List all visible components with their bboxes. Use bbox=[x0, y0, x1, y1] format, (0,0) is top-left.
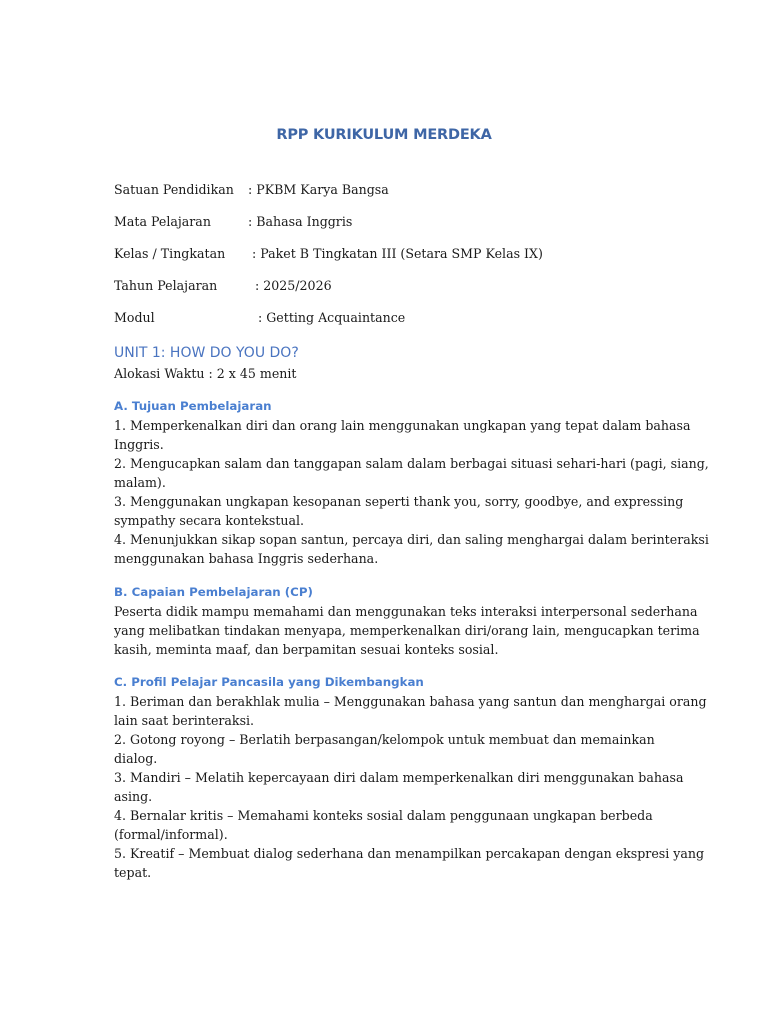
identity-label: Mata Pelajaran bbox=[114, 214, 211, 229]
paragraph-line: asing. bbox=[114, 789, 153, 804]
section-body-tujuan bbox=[114, 416, 709, 568]
identity-value: : Paket B Tingkatan III (Setara SMP Kelas IX) bbox=[252, 246, 543, 261]
identity-row-kelas bbox=[114, 246, 674, 266]
paragraph-line: 2. Gotong royong – Berlatih berpasangan/kelompok untuk membuat dan memainkan bbox=[114, 732, 655, 747]
identity-value: : Bahasa Inggris bbox=[248, 214, 353, 229]
paragraph-line: 2. Mengucapkan salam dan tanggapan salam dalam berbagai situasi sehari-hari (pagi, siang, bbox=[114, 456, 709, 471]
identity-label: Modul bbox=[114, 310, 155, 325]
paragraph-line: 1. Beriman dan berakhlak mulia – Menggunakan bahasa yang santun dan menghargai orang bbox=[114, 694, 707, 709]
paragraph-line: dialog. bbox=[114, 751, 158, 766]
paragraph-line: Inggris. bbox=[114, 437, 164, 452]
unit-title: UNIT 1: HOW DO YOU DO? bbox=[114, 345, 299, 361]
identity-value: : PKBM Karya Bangsa bbox=[248, 182, 389, 197]
identity-row-mapel bbox=[114, 214, 674, 234]
section-heading-capaian: B. Capaian Pembelajaran (CP) bbox=[114, 585, 313, 599]
paragraph-line: Peserta didik mampu memahami dan menggunakan teks interaksi interpersonal sederhana bbox=[114, 604, 698, 619]
identity-label: Satuan Pendidikan bbox=[114, 182, 234, 197]
paragraph-line: malam). bbox=[114, 475, 166, 490]
section-heading-tujuan: A. Tujuan Pembelajaran bbox=[114, 399, 272, 413]
paragraph-line: 5. Kreatif – Membuat dialog sederhana dan menampilkan percakapan dengan ekspresi yang bbox=[114, 846, 705, 861]
paragraph-line: 4. Bernalar kritis – Memahami konteks sosial dalam penggunaan ungkapan berbeda bbox=[114, 808, 653, 823]
paragraph-line: sympathy secara kontekstual. bbox=[114, 513, 305, 528]
paragraph-line: 3. Menggunakan ungkapan kesopanan seperti thank you, sorry, goodbye, and expressing bbox=[114, 494, 684, 509]
document-title: RPP KURIKULUM MERDEKA bbox=[276, 127, 492, 143]
paragraph-line: kasih, meminta maaf, dan berpamitan sesuai konteks sosial. bbox=[114, 642, 499, 657]
identity-row-tahun bbox=[114, 278, 674, 298]
section-body-capaian bbox=[114, 602, 700, 659]
section-body-profil bbox=[114, 692, 707, 882]
time-allocation: Alokasi Waktu : 2 x 45 menit bbox=[114, 366, 297, 381]
identity-row-modul bbox=[114, 310, 674, 330]
paragraph-line: 1. Memperkenalkan diri dan orang lain menggunakan ungkapan yang tepat dalam bahasa bbox=[114, 418, 691, 433]
paragraph-line: yang melibatkan tindakan menyapa, memperkenalkan diri/orang lain, mengucapkan terima bbox=[114, 623, 700, 638]
paragraph-line: lain saat berinteraksi. bbox=[114, 713, 255, 728]
identity-row-satuan bbox=[114, 182, 674, 202]
identity-label: Tahun Pelajaran bbox=[114, 278, 218, 293]
identity-label: Kelas / Tingkatan bbox=[114, 246, 226, 261]
paragraph-line: menggunakan bahasa Inggris sederhana. bbox=[114, 551, 379, 566]
paragraph-line: tepat. bbox=[114, 865, 152, 880]
paragraph-line: 4. Menunjukkan sikap sopan santun, percaya diri, dan saling menghargai dalam berinteraksi bbox=[114, 532, 709, 547]
identity-value: : Getting Acquaintance bbox=[258, 310, 406, 325]
identity-value: : 2025/2026 bbox=[255, 278, 332, 293]
paragraph-line: 3. Mandiri – Melatih kepercayaan diri dalam memperkenalkan diri menggunakan bahasa bbox=[114, 770, 684, 785]
section-heading-profil: C. Profil Pelajar Pancasila yang Dikembangkan bbox=[114, 675, 424, 689]
paragraph-line: (formal/informal). bbox=[114, 827, 228, 842]
